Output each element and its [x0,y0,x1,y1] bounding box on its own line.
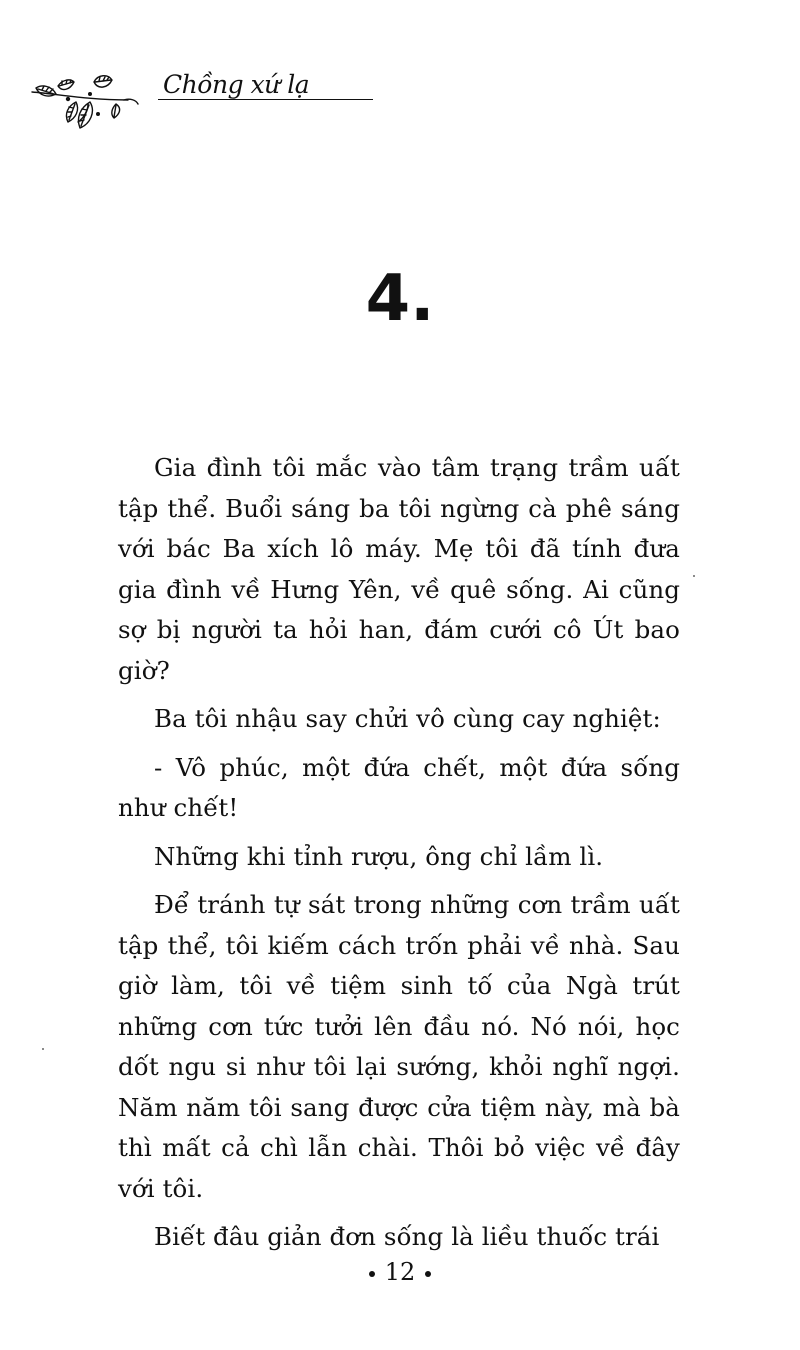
leaf-vine-icon [28,64,163,144]
running-header [28,64,373,144]
page-number [0,1258,800,1286]
running-title: Chồng xứ lạ [163,70,310,99]
scan-speck [42,1048,44,1050]
header-underline [158,99,373,100]
bullet-right-icon [425,1271,431,1277]
chapter-body [118,448,680,1258]
paragraph-4: Những khi tỉnh rượu, ông chỉ lầm lì. [154,841,604,871]
paragraph-3: - Vô phúc, một đứa chết, một đứa sống như chết! [118,752,680,822]
paragraph-6: Biết đâu giản đơn sống là liều thuốc trái [154,1222,660,1251]
paragraph-5: Để tránh tự sát trong những cơn trầm uất tập thể, tôi kiếm cách trốn phải về nhà. Sau giờ làm, tôi về tiệm sinh tố của Ngà trút những cơn tức tưởi lên đầu nó. Nó nói, học dốt ngu si như tôi lại sướng, khỏi nghĩ ngợi. Năm năm tôi sang được cửa tiệm này, mà bà thì mất cả chì lẫn chài. Thôi bỏ việc về đây với tôi. [118,890,680,1203]
bullet-left-icon [369,1271,375,1277]
page-number-text: 12 [384,1258,416,1286]
paragraph-1: Gia đình tôi mắc vào tâm trạng trầm uất tập thể. Buổi sáng ba tôi ngừng cà phê sáng với bác Ba xích lô máy. Mẹ tôi đã tính đưa gia đình về Hưng Yên, về quê sống. Ai cũng sợ bị người ta hỏi han, đám cưới cô Út bao giờ? [118,453,680,685]
scan-speck [693,575,695,577]
paragraph-2: Ba tôi nhậu say chửi vô cùng cay nghiệt: [154,704,661,733]
chapter-number: 4. [365,262,435,336]
